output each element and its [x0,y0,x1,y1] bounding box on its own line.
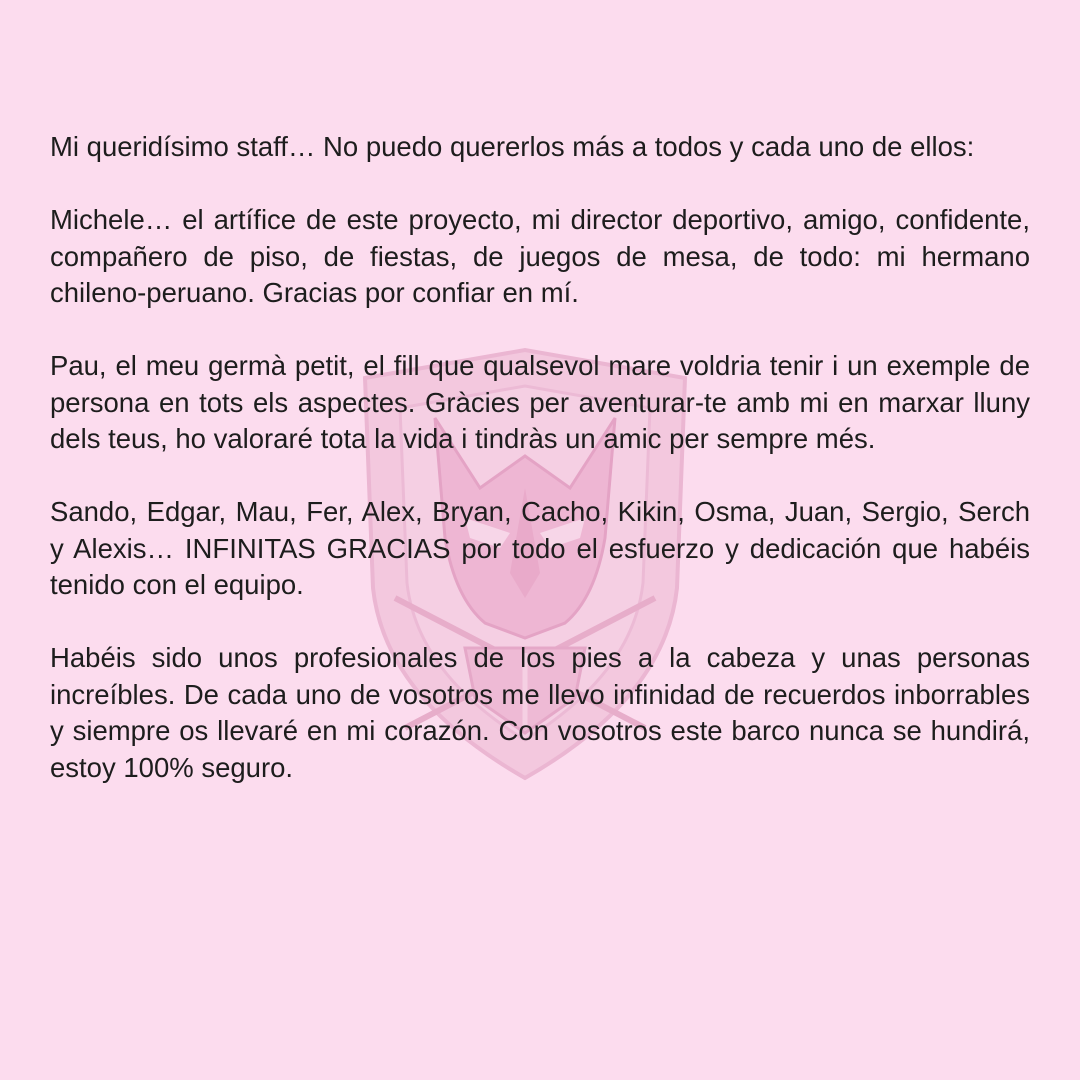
paragraph-michele: Michele… el artífice de este proyecto, mi director deportivo, amigo, confidente, compañero de piso, de fiestas, de juegos de mesa, de todo: mi hermano chileno-peruano. Gracias por confiar en mí. [50,204,1030,308]
message-body [50,129,1030,786]
paragraph-staff-intro: Mi queridísimo staff… No puedo quererlos más a todos y cada uno de ellos: [50,131,975,162]
paragraph-pau: Pau, el meu germà petit, el fill que qualsevol mare voldria tenir i un exemple de persona en tots els aspectes. Gràcies per aventurar-te amb mi en marxar lluny dels teus, ho valoraré tota la vida i tindràs un amic per sempre més. [50,350,1030,454]
paragraph-team-thanks: Sando, Edgar, Mau, Fer, Alex, Bryan, Cacho, Kikin, Osma, Juan, Sergio, Serch y Alexis… INFINITAS GRACIAS por todo el esfuerzo y dedicación que habéis tenido con el equipo. [50,496,1030,600]
paragraph-closing: Habéis sido unos profesionales de los pies a la cabeza y unas personas increíbles. De cada uno de vosotros me llevo infinidad de recuerdos inborrables y siempre os llevaré en mi corazón. Con vosotros este barco nunca se hundirá, estoy 100% seguro. [50,642,1030,783]
